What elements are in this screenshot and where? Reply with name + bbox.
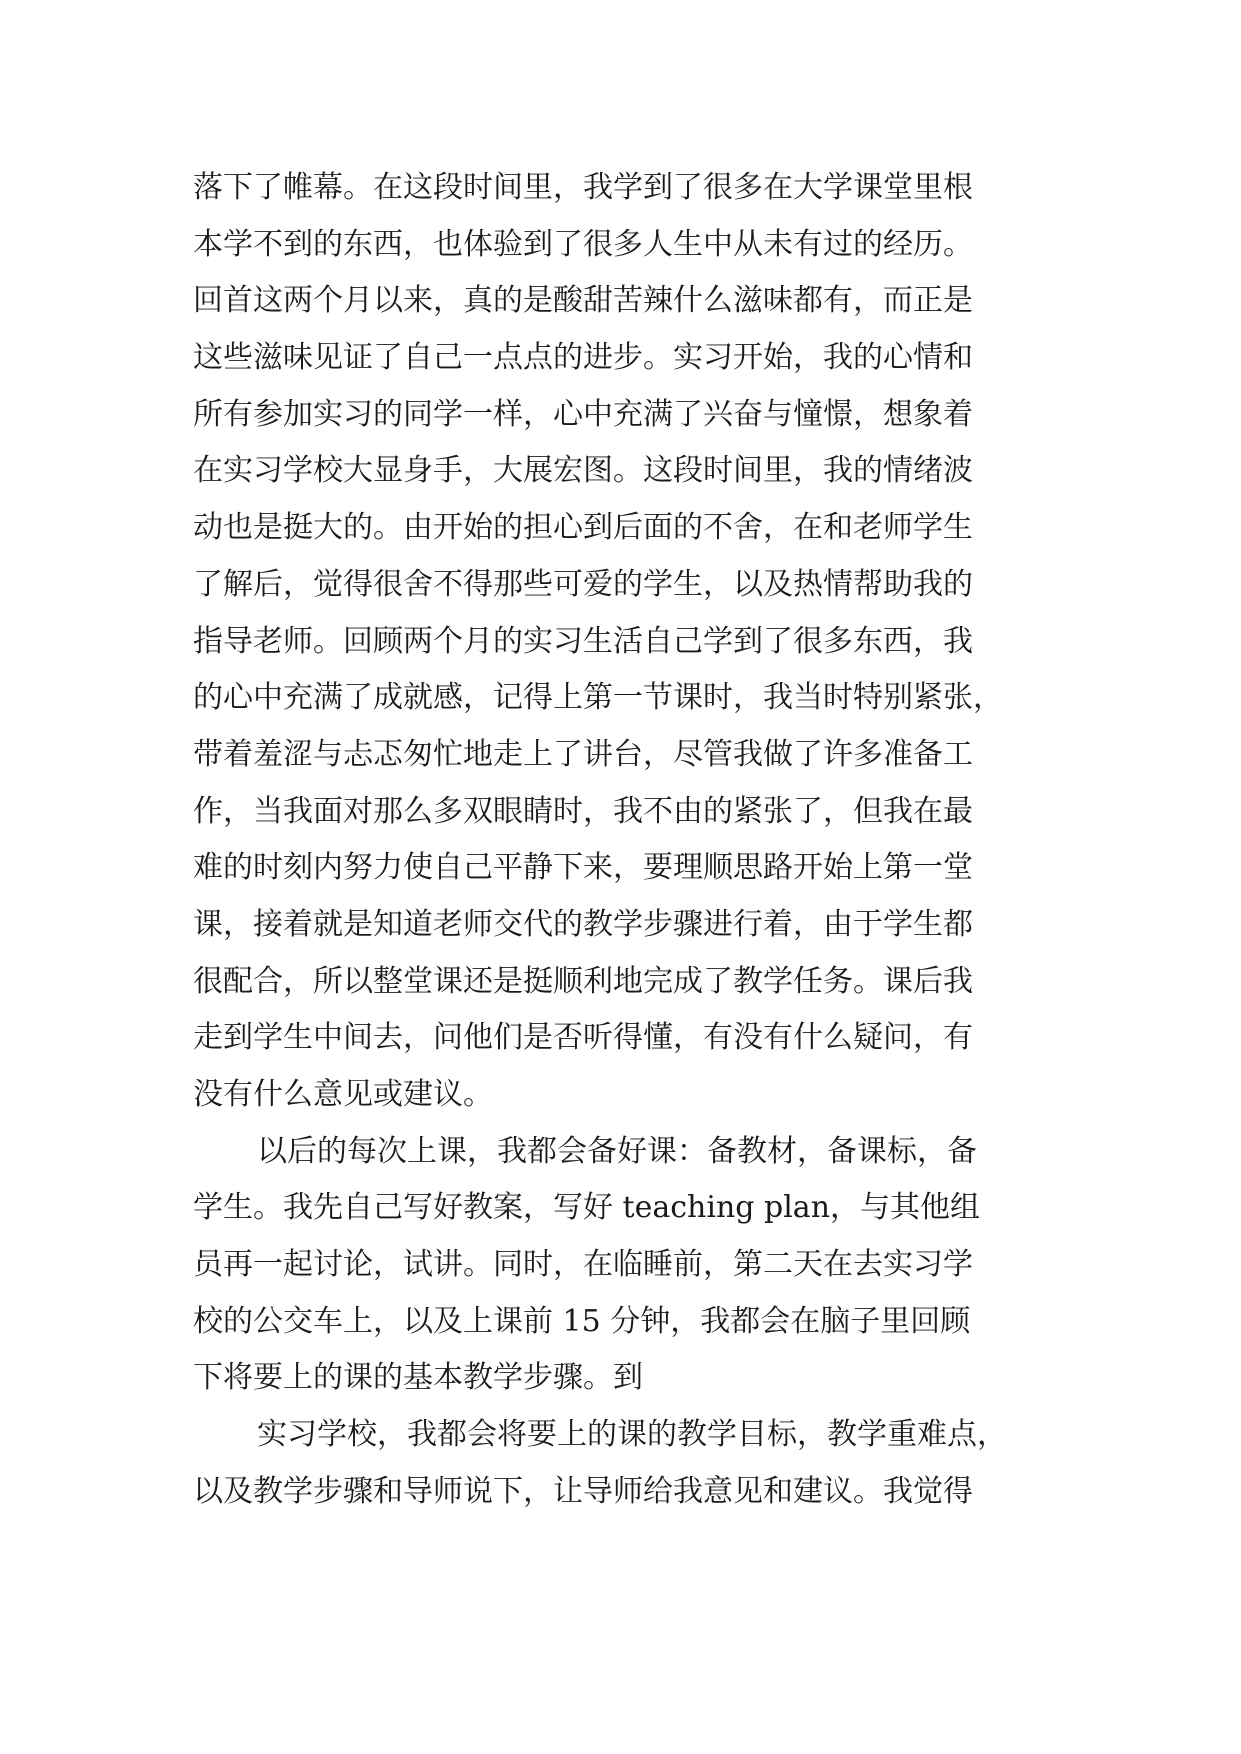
paragraph-start-line: 实习学校，我都会将要上的课的教学目标，教学重难点， [257, 1417, 1007, 1453]
text-line: 没有什么意见或建议。 [193, 1077, 493, 1112]
text-line: 下将要上的课的基本教学步骤。到 [193, 1360, 643, 1396]
text-line: 作，当我面对那么多双眼睛时，我不由的紧张了，但我在最 [193, 793, 973, 829]
text-line: 落下了帷幕。在这段时间里，我学到了很多在大学课堂里根 [193, 170, 973, 205]
text-line: 带着羞涩与忐忑匆忙地走上了讲台，尽管我做了许多准备工 [193, 736, 973, 772]
paragraph-start-line: 以后的每次上课，我都会备好课：备教材，备课标，备 [257, 1133, 977, 1169]
text-line: 走到学生中间去，问他们是否听得懂，有没有什么疑问，有 [193, 1020, 973, 1056]
text-line: 了解后，觉得很舍不得那些可爱的学生，以及热情帮助我的 [193, 566, 973, 602]
text-line: 回首这两个月以来，真的是酸甜苦辣什么滋味都有，而正是 [193, 283, 973, 319]
text-line: 在实习学校大显身手，大展宏图。这段时间里，我的情绪波 [193, 453, 973, 489]
text-line: 学生。我先自己写好教案，写好 teaching plan，与其他组 [193, 1190, 981, 1226]
text-line: 难的时刻内努力使自己平静下来，要理顺思路开始上第一堂 [193, 850, 973, 886]
text-line: 的心中充满了成就感，记得上第一节课时，我当时特别紧张， [193, 680, 1003, 716]
text-line: 课，接着就是知道老师交代的教学步骤进行着，由于学生都 [193, 906, 973, 942]
text-line: 指导老师。回顾两个月的实习生活自己学到了很多东西，我 [193, 623, 973, 659]
text-line: 动也是挺大的。由开始的担心到后面的不舍，在和老师学生 [193, 510, 973, 546]
text-line: 很配合，所以整堂课还是挺顺利地完成了教学任务。课后我 [193, 963, 973, 999]
text-line: 所有参加实习的同学一样，心中充满了兴奋与憧憬，想象着 [193, 396, 973, 432]
text-line: 这些滋味见证了自己一点点的进步。实习开始，我的心情和 [193, 340, 973, 376]
text-line: 本学不到的东西，也体验到了很多人生中从未有过的经历。 [193, 226, 973, 262]
text-line: 以及教学步骤和导师说下，让导师给我意见和建议。我觉得 [193, 1473, 973, 1509]
text-line: 校的公交车上，以及上课前 15 分钟，我都会在脑子里回顾 [193, 1303, 971, 1339]
body-text [193, 160, 1073, 1521]
text-line: 员再一起讨论，试讲。同时，在临睡前，第二天在去实习学 [193, 1247, 973, 1283]
